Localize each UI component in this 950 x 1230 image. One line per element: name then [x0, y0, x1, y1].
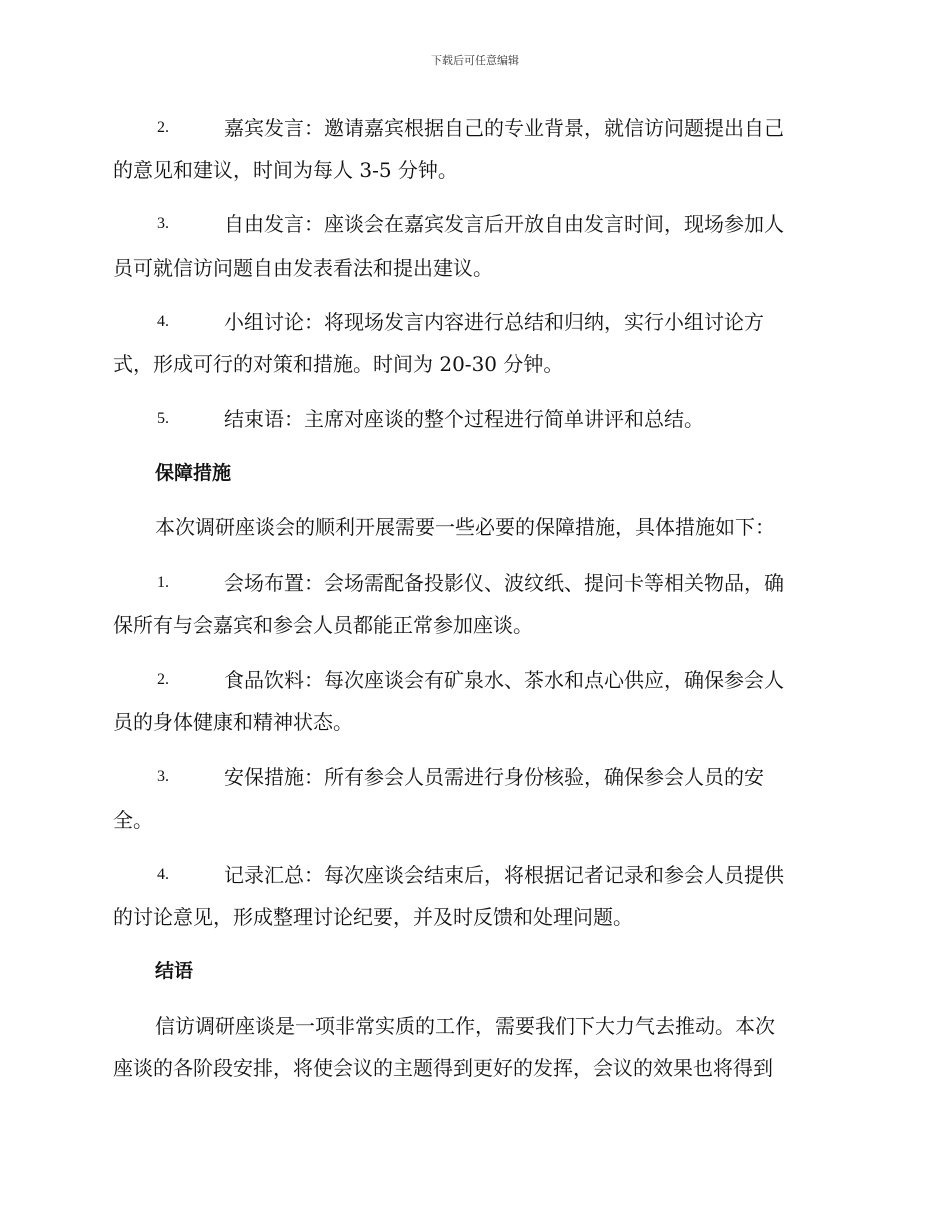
list-number: 2. — [157, 671, 169, 688]
page-header-note: 下载后可任意编辑 — [431, 54, 519, 67]
list-item-text: 小组讨论：将现场发言内容进行总结和归纳，实行小组讨论方 — [224, 310, 764, 334]
list-item-text: 食品饮料：每次座谈会有矿泉水、茶水和点心供应，确保参会人 — [224, 668, 784, 692]
list-item-text: 结束语：主席对座谈的整个过程进行简单讲评和总结。 — [224, 407, 704, 431]
conclusion-paragraph-line: 信访调研座谈是一项非常实质的工作，需要我们下大力气去推动。本次 — [155, 1014, 775, 1038]
list-number: 2. — [157, 119, 169, 136]
list-item-text-continued: 式，形成可行的对策和措施。时间为 20-30 分钟。 — [113, 352, 564, 376]
list-item-text: 会场布置：会场需配备投影仪、波纹纸、提问卡等相关物品，确 — [224, 571, 784, 595]
list-item-text-continued: 的讨论意见，形成整理讨论纪要，并及时反馈和处理问题。 — [113, 905, 633, 929]
list-number: 3. — [157, 768, 169, 785]
conclusion-paragraph-line: 座谈的各阶段安排，将使会议的主题得到更好的发挥，会议的效果也将得到 — [113, 1056, 773, 1080]
list-item-text: 嘉宾发言：邀请嘉宾根据自己的专业背景，就信访问题提出自己 — [224, 116, 784, 140]
list-item-text-continued: 员的身体健康和精神状态。 — [113, 710, 353, 734]
list-number: 3. — [157, 215, 169, 232]
section-heading-conclusion: 结语 — [155, 960, 194, 982]
list-item-text-continued: 保所有与会嘉宾和参会人员都能正常参加座谈。 — [113, 613, 533, 637]
list-item-text: 安保措施：所有参会人员需进行身份核验，确保参会人员的安 — [224, 765, 764, 789]
list-number: 4. — [157, 866, 169, 883]
list-item-text: 记录汇总：每次座谈会结束后，将根据记者记录和参会人员提供 — [224, 863, 784, 887]
list-item-text-continued: 全。 — [113, 808, 153, 832]
list-number: 1. — [157, 574, 169, 591]
list-item-text-continued: 员可就信访问题自由发表看法和提出建议。 — [113, 256, 493, 280]
section-intro: 本次调研座谈会的顺利开展需要一些必要的保障措施，具体措施如下： — [155, 515, 775, 539]
list-number: 4. — [157, 313, 169, 330]
section-heading-guarantee: 保障措施 — [155, 462, 232, 484]
list-item-text: 自由发言：座谈会在嘉宾发言后开放自由发言时间，现场参加人 — [224, 212, 784, 236]
list-item-text-continued: 的意见和建议，时间为每人 3-5 分钟。 — [113, 158, 458, 182]
list-number: 5. — [157, 410, 169, 427]
